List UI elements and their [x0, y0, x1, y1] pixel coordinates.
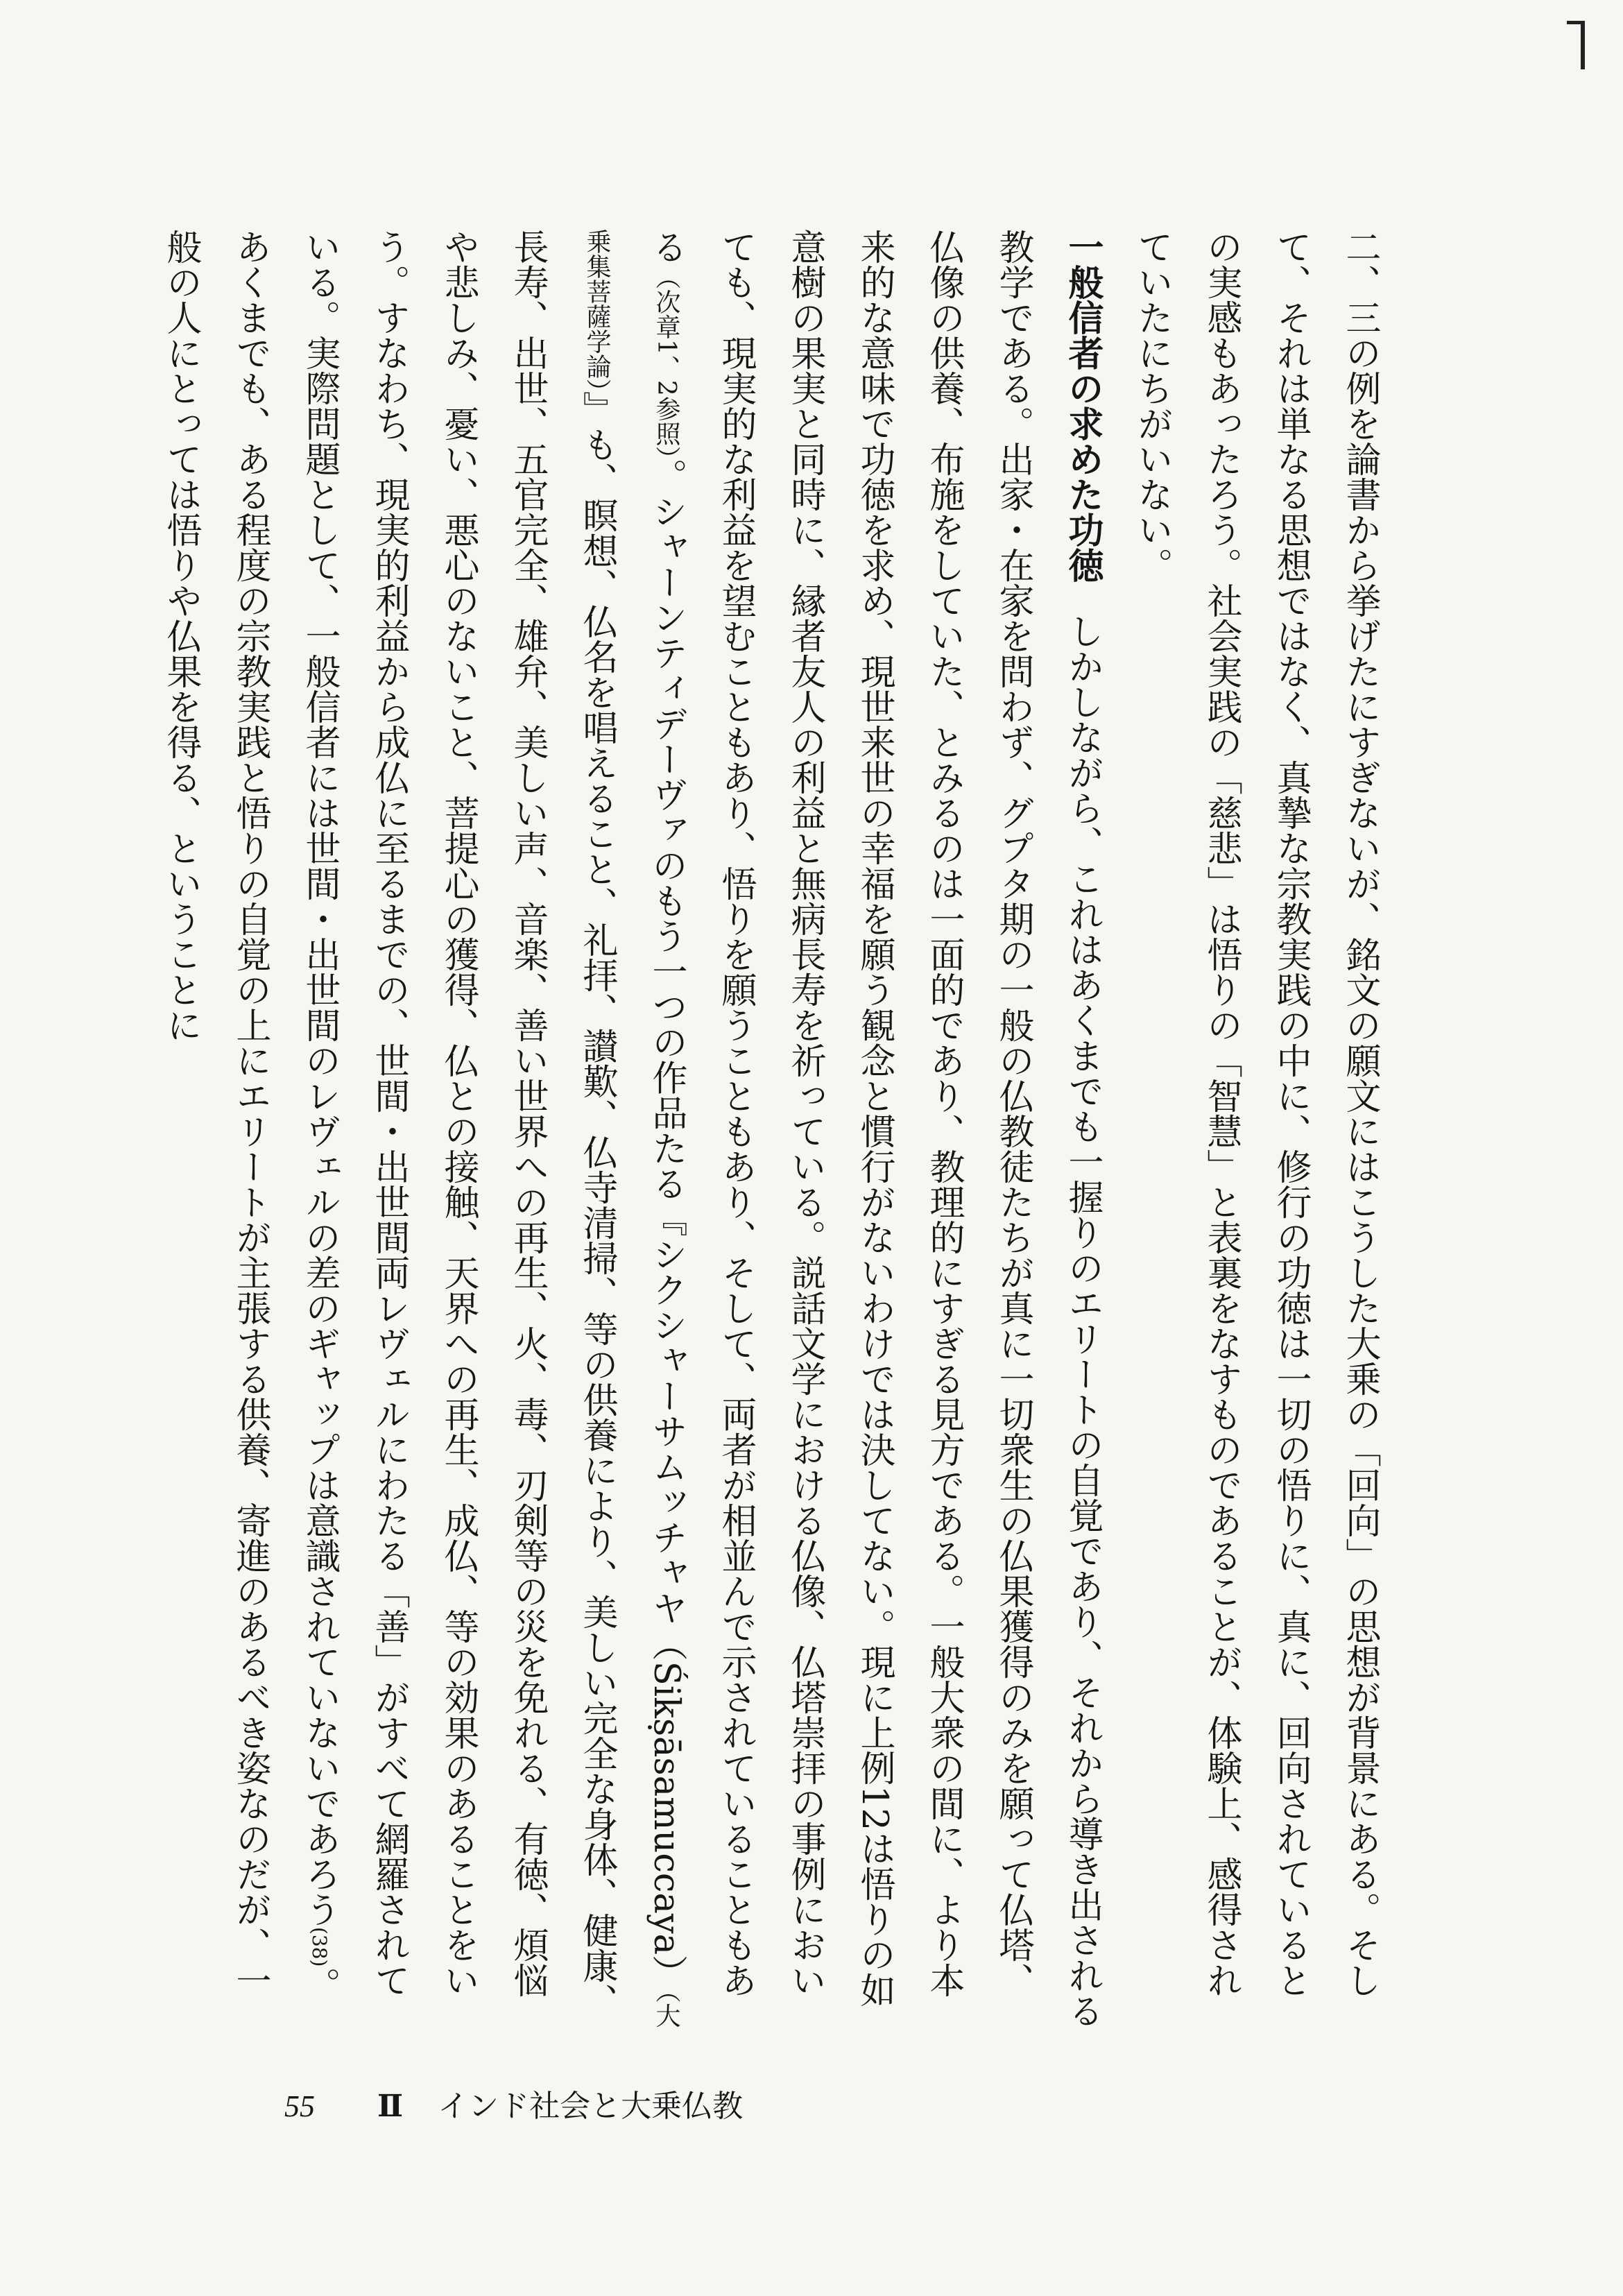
running-title: インド社会と大乗仏教 — [438, 2089, 744, 2124]
paragraph-merit-text-d: 。あくまでも、ある程度の宗教実践と悟りの自覚の上にエリートが主張する供養、寄進のあるべき姿なのだが、一般の人にとっては悟りや仏果を得る、ということに — [160, 229, 340, 2003]
title-translation: （大乗集菩薩学論） — [583, 229, 680, 2028]
paragraph-merit-text-c: 』も、瞑想、仏名を唱えること、礼拝、讃歎、仏寺清掃、等の供養により、美しい完全な身体、健康、長寿、出世、五官完全、雄弁、美しい声、音楽、善い世界への再生、火、毒、刃剣等の災を免れる、有徳、煩悩や悲しみ、憂い、悪心のないこと、菩提心の獲得、仏との接触、天界への再生、成仏、等の効果のあることをいう。すなわち、現実的利益から成仏に至るまでの、世間・出世間両レヴェルにわたる「善」がすべて網羅されている。実際問題として、一般信者には世間・出世間のレヴェルの差のギャップは意識されていないであろう — [299, 229, 617, 2019]
part-label: Ⅱ — [377, 2089, 404, 2124]
cross-reference: （次章1、2参照） — [652, 264, 680, 459]
paragraph-merit-text-a: しかしながら、これはあくまでも一握りのエリートの自覚であり、それから導き出される教学である。出家・在家を問わず、グプタ期の一般の仏教徒たちが真に一切衆生の仏果獲得のみを願って仏塔、仏像の供養、布施をしていた、とみるのは一面的であり、教理的にすぎる見方である。一般大衆の間に、より本来的な意味で功徳を求め、現世来世の幸福を願う観念と慣行がないわけでは決してない。現に上例12は悟りの如意樹の果実と同時に、縁者友人の利益と無病長寿を祈っている。説話文学における仏像、仏塔崇拝の事例においても、現実的な利益を望むこともあり、悟りを願うこともあり、そして、両者が相並んで示されていることもある — [646, 229, 1103, 2028]
section-heading: 一般信者の求めた功徳 — [1062, 229, 1103, 583]
paragraph-eko: 二、三の例を論書から挙げたにすぎないが、銘文の願文にはこうした大乗の「回向」の思想が背景にある。そして、それは単なる思想ではなく、真摯な宗教実践の中に、修行の功徳は一切の悟りに、真に、回向されているとの実感もあったろう。社会実践の「慈悲」は悟りの「智慧」と表裏をなすものであることが、体験上、感得されていたにちがいない。 — [1131, 229, 1380, 1998]
vertical-text-body — [160, 229, 1394, 2032]
corner-mark-icon — [1581, 21, 1585, 69]
footnote-marker: (38) — [308, 1927, 331, 1967]
paragraph-merit-text-b: 。シャーンティデーヴァのもう一つの作品たる『シクシャーサムッチャヤ（Śikṣāsamuccaya） — [646, 458, 687, 1991]
page-footer — [284, 2081, 743, 2125]
paragraph-merit — [146, 229, 1117, 2032]
page-number: 55 — [284, 2089, 315, 2123]
